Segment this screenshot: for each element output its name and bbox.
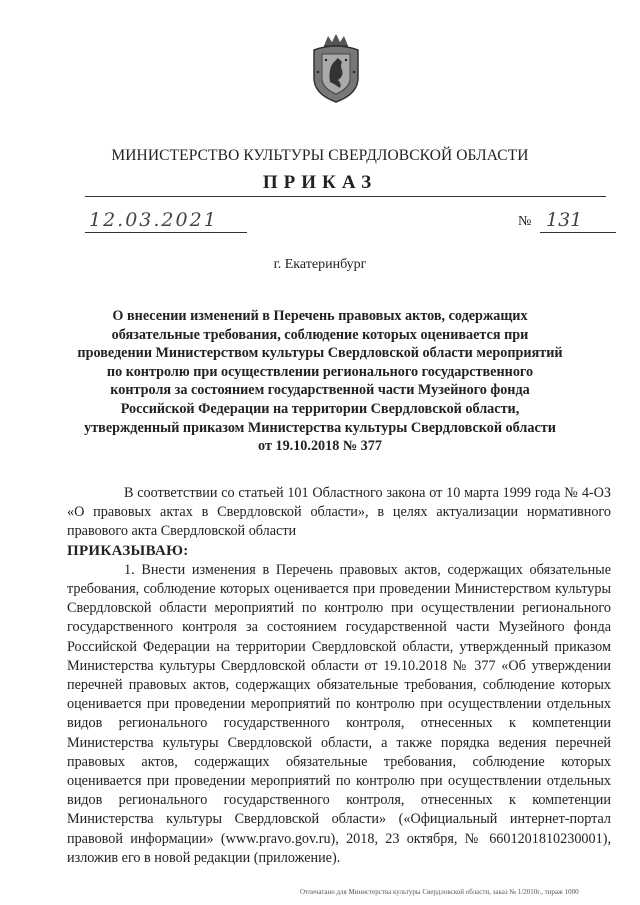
- item-1: 1. Внести изменения в Перечень правовых актов, содержащих обязательные требования, соблюдение которых оценивается при проведении Министерством культуры Свердловской области мероприятий по контролю при осуществлении регионального государственного контроля за состоянием государственной части Музейного фонда Российской Федерации на территории Свердловской области, утвержденный приказом Министерства культуры Свердловской области от 19.10.2018 № 377 «Об утверждении перечней правовых актов, содержащих обязательные требования, соблюдение которых оценивается при проведении мероприятий по контролю при осуществлении отдельных видов регионального государственного контроля, отнесенных к компетенции Министерства культуры Свердловской области, а также порядка ведения перечней правовых актов, содержащих обязательные требования, соблюдение которых оценивается при проведении мероприятий по контролю при осуществлении отдельных видов регионального государственного контроля, отнесенных к компетенции Министерства культуры Свердловской области» («Официальный интернет-портал правовой информации» (www.pravo.gov.ru), 2018, 23 октября, № 6601201810230001), изложив его в новой редакции (приложение).: [67, 561, 611, 866]
- title-line: от 19.10.2018 № 377: [258, 438, 382, 455]
- coat-of-arms-icon: [304, 32, 368, 104]
- title-line: обязательные требования, соблюдение которых оценивается при: [111, 326, 529, 343]
- title-line: контроля за состоянием государственной части Музейного фонда: [110, 382, 530, 399]
- print-footer: Отпечатано для Министерства культуры Свердловской области, заказ № 1/2010г., тираж 1000: [300, 888, 579, 896]
- preamble: В соответствии со статьей 101 Областного закона от 10 марта 1999 года № 4-ОЗ «О правовых актах в Свердловской области», в целях актуализации нормативного правового акта Свердловской области: [67, 485, 611, 540]
- decree-word: ПРИКАЗЫВАЮ:: [67, 542, 189, 559]
- order-title: [60, 307, 580, 456]
- document-type: ПРИКАЗ: [262, 172, 378, 193]
- order-date: 12.03.2021: [85, 208, 247, 233]
- header-divider: [85, 196, 606, 197]
- title-line: утвержденный приказом Министерства культуры Свердловской области: [84, 419, 556, 436]
- order-body: [67, 484, 611, 868]
- order-number: 131: [540, 208, 616, 233]
- title-line: О внесении изменений в Перечень правовых актов, содержащих: [112, 308, 528, 324]
- title-line: по контролю при осуществлении регионального государственного: [106, 363, 534, 380]
- title-line: Российской Федерации на территории Свердловской области,: [120, 400, 520, 417]
- title-line: проведении Министерством культуры Свердловской области мероприятий: [77, 345, 563, 362]
- number-label: №: [518, 214, 532, 229]
- city: г. Екатеринбург: [273, 257, 367, 272]
- ministry-name: МИНИСТЕРСТВО КУЛЬТУРЫ СВЕРДЛОВСКОЙ ОБЛАСТИ: [111, 147, 529, 164]
